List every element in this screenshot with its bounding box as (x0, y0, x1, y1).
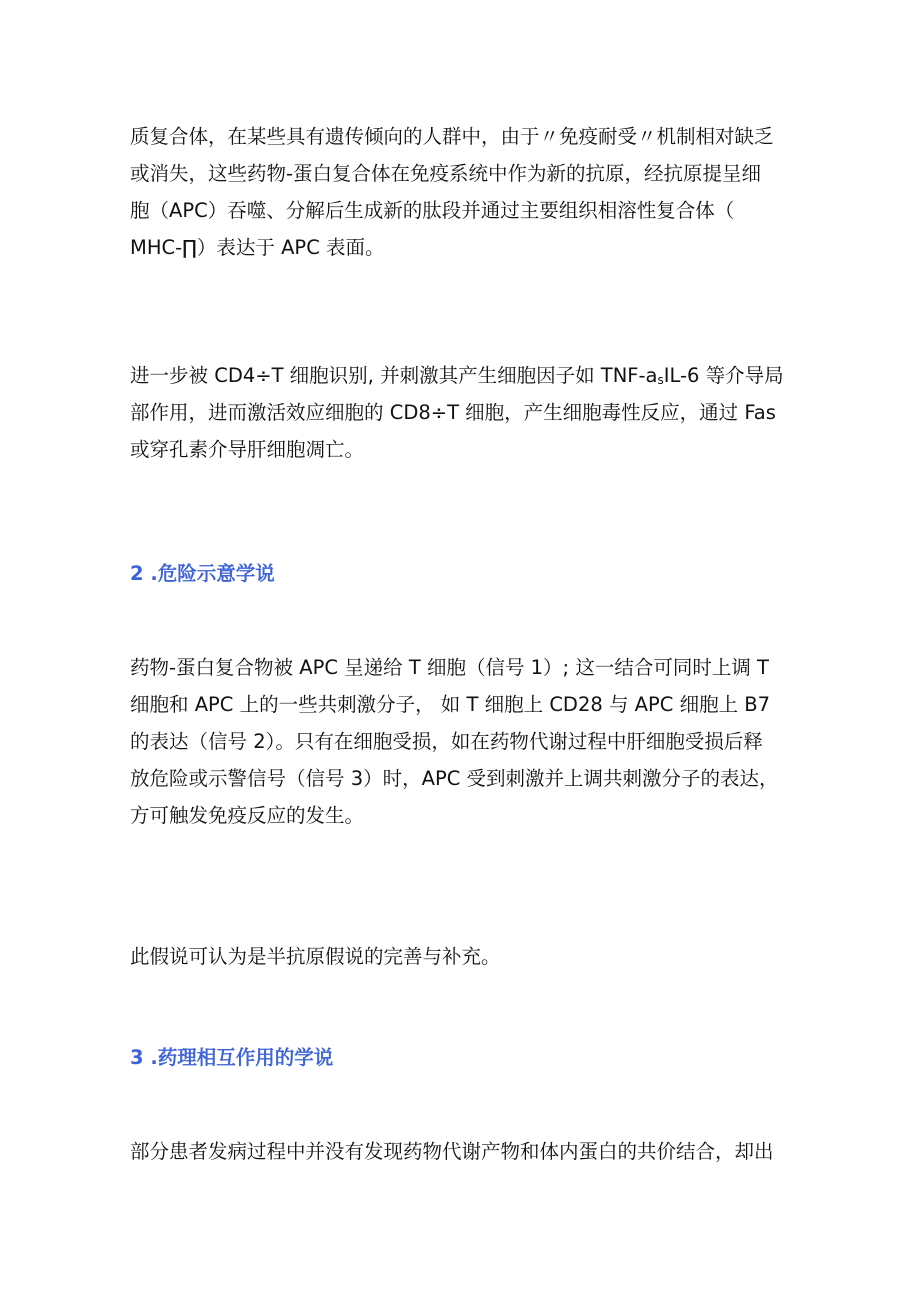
paragraph-hapten-mechanism (130, 118, 810, 266)
paragraph-hypothesis-summary (130, 938, 810, 975)
subscript-text: s (657, 373, 664, 387)
paragraph-line: 胞（APC）吞噬、分解后生成新的肽段并通过主要组织相溶性复合体（ (130, 199, 735, 222)
section-heading-pharmacological-interaction: 3 .药理相互作用的学说 (130, 1046, 334, 1069)
paragraph-danger-signals (130, 649, 810, 834)
section-heading-danger-hypothesis: 2 .危险示意学说 (130, 562, 275, 585)
paragraph-line: 的表达（信号 2）。只有在细胞受损，如在药物代谢过程中肝细胞受损后释 (130, 730, 763, 753)
line-text: IL-6 等介导局 (663, 364, 784, 387)
paragraph-line: 放危险或示警信号（信号 3）时，APC 受到刺激并上调共刺激分子的表达， (130, 767, 779, 790)
paragraph-line: 部分患者发病过程中并没有发现药物代谢产物和体内蛋白的共价结合，却出 (130, 1140, 774, 1163)
paragraph-line: MHC-∏）表达于 APC 表面。 (130, 236, 385, 259)
paragraph-line: 细胞和 APC 上的一些共刺激分子， 如 T 细胞上 CD28 与 APC 细胞上 B7 (130, 693, 771, 716)
paragraph-cd4-recognition (130, 357, 810, 468)
paragraph-line: 药物-蛋白复合物被 APC 呈递给 T 细胞（信号 1）; 这一结合可同时上调 T (130, 656, 769, 679)
paragraph-pharmacological-interaction (130, 1133, 810, 1170)
paragraph-line (130, 357, 810, 394)
paragraph-line: 或穿孔素介导肝细胞凋亡。 (130, 438, 365, 461)
paragraph-line: 此假说可认为是半抗原假说的完善与补充。 (130, 945, 501, 968)
paragraph-line: 质复合体，在某些具有遗传倾向的人群中，由于〃免疫耐受〃机制相对缺乏 (130, 125, 774, 148)
paragraph-line: 方可触发免疫反应的发生。 (130, 804, 365, 827)
paragraph-line: 或消失，这些药物-蛋白复合体在免疫系统中作为新的抗原，经抗原提呈细 (130, 162, 762, 185)
paragraph-line: 部作用，进而激活效应细胞的 CD8÷T 细胞，产生细胞毒性反应，通过 Fas (130, 401, 776, 424)
line-text: 进一步被 CD4÷T 细胞识别, 并刺激其产生细胞因子如 TNF-a (130, 364, 658, 387)
